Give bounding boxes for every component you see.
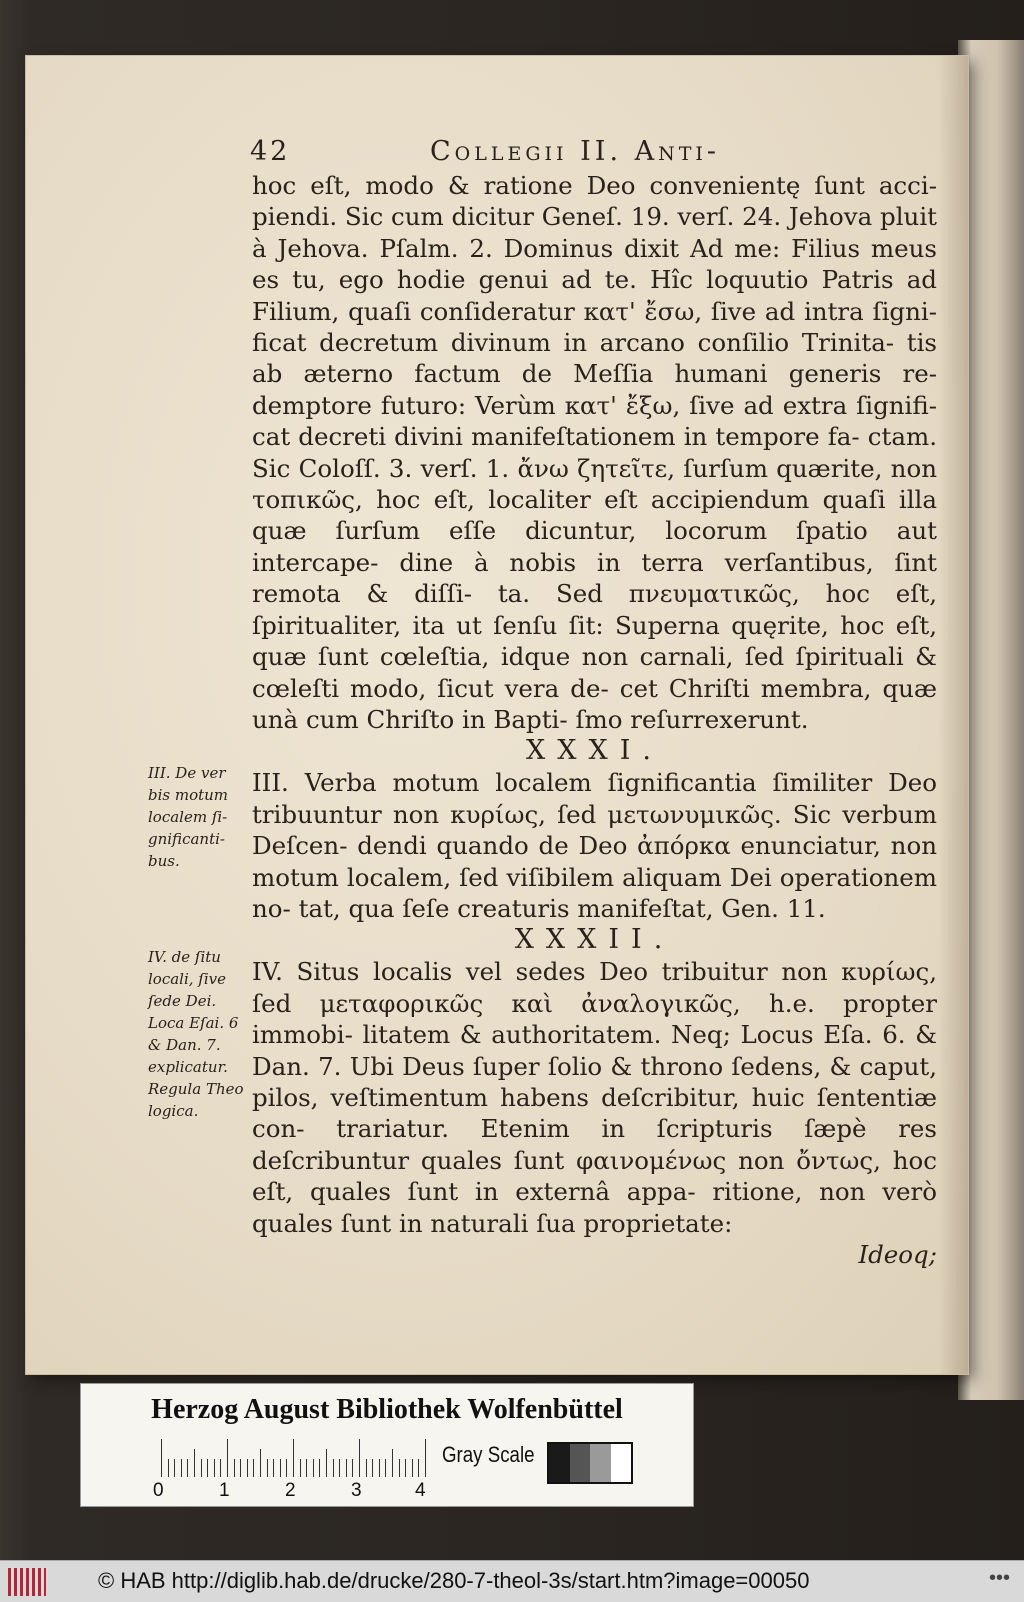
ruler-tick	[273, 1459, 274, 1477]
source-url[interactable]: © HAB http://diglib.hab.de/drucke/280-7-theol-3s/start.htm?image=00050	[98, 1568, 810, 1593]
ruler-tick	[174, 1459, 175, 1477]
gray-swatch	[549, 1444, 570, 1482]
paragraph-2: III. Verba motum localem ſignificantia ſimiliter Deo tribuuntur non κυρίως, ſed μετωνυμικῶς. Sic verbum Deſcen- dendi quando de Deo ἀπόρκα enunciatur, non motum localem, ſed viſibilem aliquam Dei operationem no- tat, qua ſeſe creaturis manifeſtat, Gen. 11.	[252, 768, 937, 923]
ruler-tick	[319, 1459, 320, 1477]
gray-swatch	[570, 1444, 591, 1482]
ruler-tick	[267, 1459, 268, 1477]
ruler-tick	[260, 1449, 261, 1477]
scale-ruler	[161, 1439, 425, 1477]
ruler-tick	[201, 1459, 202, 1477]
ruler-tick	[333, 1459, 334, 1477]
ruler-tick	[214, 1459, 215, 1477]
gray-scale-bar	[547, 1442, 633, 1484]
ruler-tick	[372, 1459, 373, 1477]
ruler-tick	[379, 1459, 380, 1477]
ruler-numbers	[153, 1480, 453, 1500]
page-number: 42	[250, 136, 291, 167]
ruler-number-0: 0	[153, 1480, 164, 1501]
ruler-tick	[352, 1459, 353, 1477]
ruler-tick	[306, 1459, 307, 1477]
ruler-tick	[220, 1459, 221, 1477]
ruler-number-2: 2	[285, 1480, 296, 1501]
ruler-number-1: 1	[219, 1480, 230, 1501]
more-options-icon[interactable]: •••	[988, 1567, 1010, 1589]
gray-swatch	[590, 1444, 611, 1482]
ruler-tick	[234, 1459, 235, 1477]
ruler-tick	[253, 1459, 254, 1477]
ruler-tick	[346, 1459, 347, 1477]
ruler-tick	[181, 1459, 182, 1477]
ruler-number-3: 3	[351, 1480, 362, 1501]
color-scale-card	[80, 1383, 694, 1507]
section-heading-xxxi: XXXI.	[526, 735, 663, 767]
margin-note-verbs: III. De ver bis motum localem ſi- gnificanti- bus.	[148, 764, 229, 870]
ruler-tick	[227, 1439, 228, 1477]
body-text	[252, 170, 937, 1270]
margin-note-situs: IV. de ſitu locali, ſive ſede Dei. Loca Eſai. 6 & Dan. 7. explicatur. Regula Theo logica.	[148, 948, 244, 1120]
ruler-tick	[392, 1449, 393, 1477]
paragraph-3: IV. Situs localis vel sedes Deo tribuitur non κυρίως, ſed μεταφορικῶς καὶ ἀναλογικῶς, h.e. propter immobi- litatem & authoritatem. Neq; Locus Eſa. 6. & Dan. 7. Ubi Deus ſuper ſolio & throno ſedens, & caput, pilos, veſtimentum habens deſcribitur, huic ſententiæ con- trariatur. Etenim in ſcripturis ſæpè res deſcribuntur quales ſunt φαινομένως non ὄντως, hoc eſt, quales ſunt in externâ appa- ritione, non verò quales ſunt in naturali ſua proprietate:	[252, 957, 937, 1238]
ruler-tick	[207, 1459, 208, 1477]
library-name: Herzog August Bibliothek Wolfenbüttel	[151, 1394, 623, 1425]
ruler-tick	[366, 1459, 367, 1477]
ruler-tick	[247, 1459, 248, 1477]
ruler-tick	[399, 1459, 400, 1477]
book-page	[26, 56, 968, 1374]
ruler-tick	[168, 1459, 169, 1477]
ruler-tick	[194, 1449, 195, 1477]
running-head: Collegii II. Anti-	[430, 136, 721, 167]
ruler-tick	[187, 1459, 188, 1477]
ruler-tick	[412, 1459, 413, 1477]
ruler-tick	[293, 1439, 294, 1477]
ruler-tick	[313, 1459, 314, 1477]
ruler-tick	[286, 1459, 287, 1477]
section-heading-xxxii: XXXII.	[514, 924, 675, 956]
ruler-tick	[240, 1459, 241, 1477]
gray-swatch	[611, 1444, 632, 1482]
ruler-tick	[359, 1439, 360, 1477]
ruler-tick	[418, 1459, 419, 1477]
page-gutter	[938, 56, 968, 1374]
ruler-tick	[280, 1459, 281, 1477]
paragraph-1: hoc eſt, modo & ratione Deo convenientę ſunt acci- piendi. Sic cum dicitur Geneſ. 19. verſ. 24. Jehova pluit à Jehova. Pſalm. 2. Dominus dixit Ad me: Filius meus es tu, ego hodie genui ad te. Hîc loquutio Patris ad Filium, quaſi conſideratur κατ' ἔσω, ſive ad intra ſigni- ficat decretum divinum in arcano conſilio Trinita- tis ab æterno factum de Meſſia humani generis re- demptore futuro: Verùm κατ' ἔξω, ſive ad extra ſignifi- cat decreti divini manifeſtationem in tempore fa- ctam. Sic Coloſſ. 3. verſ. 1. ἄνω ζητεῖτε, ſurſum quærite, non τοπικῶς, hoc eſt, localiter eſt accipiendum quaſi illa quæ ſurſum eſſe dicuntur, locorum ſpatio aut intercape- dine à nobis in terra verſantibus, ſint remota & diſſi- ta. Sed πνευματικῶς, hoc eſt, ſpiritualiter, ita ut ſenſu ſit: Superna quęrite, hoc eſt, quæ ſunt cœleſtia, idque non carnali, ſed ſpirituali & cœleſti modo, ſicut vera de- cet Chriſti membra, quæ unà cum Chriſto in Bapti- ſmo reſurrexerunt.	[252, 171, 937, 734]
ruler-tick	[385, 1459, 386, 1477]
ruler-tick	[405, 1459, 406, 1477]
footer-bar	[0, 1560, 1024, 1602]
gray-scale-label: Gray Scale	[442, 1442, 535, 1467]
ruler-tick	[326, 1449, 327, 1477]
ruler-tick	[339, 1459, 340, 1477]
ruler-number-4: 4	[415, 1480, 426, 1501]
catchword: Ideoq;	[858, 1240, 937, 1269]
ruler-tick	[425, 1439, 426, 1477]
ruler-tick	[300, 1459, 301, 1477]
ruler-tick	[161, 1439, 162, 1477]
hab-logo-icon	[8, 1568, 46, 1596]
